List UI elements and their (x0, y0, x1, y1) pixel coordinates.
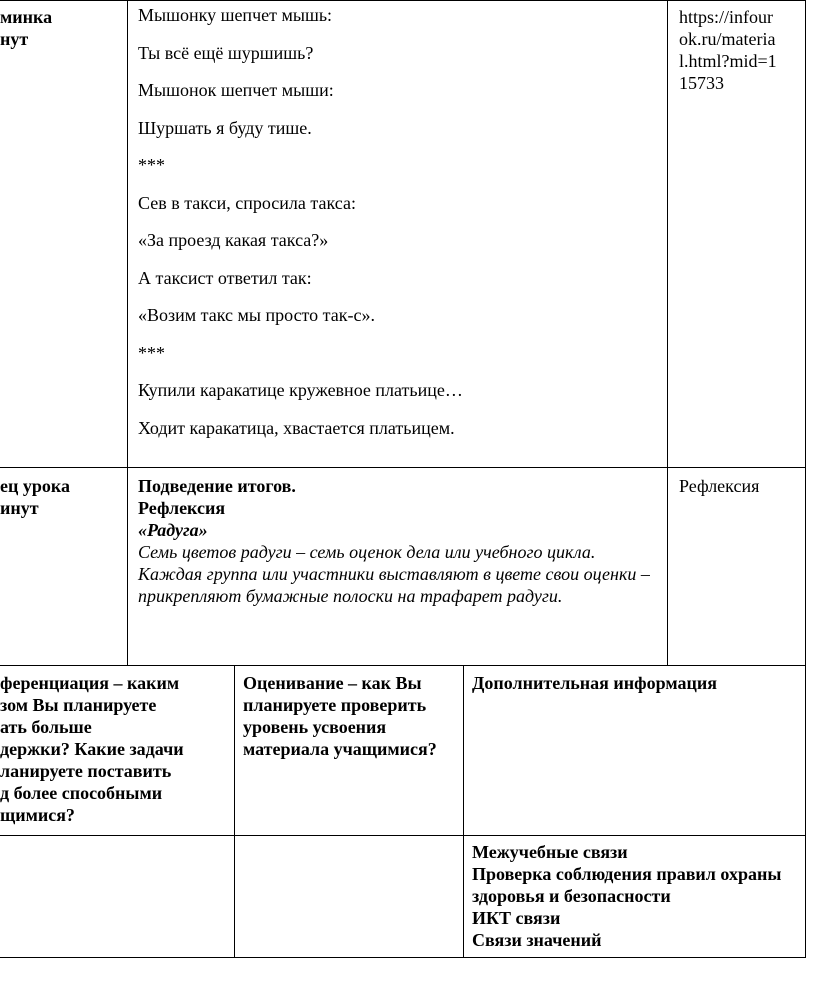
lower-table-bottom-border (0, 957, 806, 958)
verse-line: «Возим такс мы просто так-с». (138, 305, 375, 325)
differentiation-header (0, 672, 230, 826)
lower-table-col2-border (463, 665, 464, 958)
info-item: Связи значений (472, 930, 602, 950)
stage-line: ец урока (0, 476, 70, 496)
header-line: зом Вы планируете (0, 695, 157, 715)
verse-line: Ходит каракатица, хвастается платьицем. (138, 417, 455, 438)
resource-link-line: https://infour (679, 7, 773, 27)
stage-line: нут (0, 29, 29, 49)
verse-line: Шуршать я буду тише. (138, 117, 312, 138)
info-item: Проверка соблюдения правил охраны здоровья и безопасности (472, 864, 782, 906)
additional-info-header: Дополнительная информация (472, 673, 717, 693)
upper-table-top-border (0, 0, 806, 1)
assessment-header: Оценивание – как Вы планируете проверить уровень усвоения материала учащимися? (243, 673, 437, 759)
upper-table-col2-border (667, 0, 668, 665)
upper-table-right-border (805, 0, 806, 958)
verse-line: Сев в такси, спросила такса: (138, 192, 356, 213)
verse-line: Купили каракатице кружевное платьице… (138, 380, 463, 400)
method-description: Семь цветов радуги – семь оценок дела или учебного цикла. (138, 542, 596, 562)
tables-divider (0, 665, 806, 666)
verse-line: Ты всё ещё шуршишь? (138, 42, 314, 63)
header-line: держки? Какие задачи (0, 739, 184, 759)
upper-table-col1-border (127, 0, 128, 665)
info-item: Межучебные связи (472, 842, 628, 862)
resource-link-line: ok.ru/materia (679, 29, 776, 49)
verse-line: Мышонку шепчет мышь: (138, 5, 333, 25)
verse-line: Мышонок шепчет мыши: (138, 80, 334, 100)
method-description: Каждая группа или участники выставляют в цвете свои оценки – прикрепляют бумажные полоски на трафарет радуги. (138, 564, 650, 606)
header-line: д более способными (0, 783, 163, 803)
section-title: Подведение итогов. (138, 476, 296, 496)
lower-table-col1-border (234, 665, 235, 958)
separator-stars: *** (138, 155, 165, 175)
lower-row-divider (0, 835, 806, 836)
resource-link[interactable] (679, 6, 801, 94)
header-line: ать больше (0, 717, 92, 737)
verse-line: «За проезд какая такса?» (138, 230, 329, 250)
header-line: щимися? (0, 805, 75, 825)
upper-row-divider (0, 467, 806, 468)
stage-line: инут (0, 498, 39, 518)
stage-line: минка (0, 7, 53, 27)
info-item: ИКТ связи (472, 908, 561, 928)
verse-line: А таксист ответил так: (138, 267, 312, 288)
method-name: «Радуга» (138, 520, 208, 540)
resource-reflection: Рефлексия (679, 476, 760, 496)
resource-link-line: 15733 (679, 73, 724, 93)
tongue-twister-cell (138, 4, 663, 454)
stage-cell-warmup (0, 6, 124, 50)
stage-cell-end (0, 475, 124, 519)
resource-link-line: l.html?mid=1 (679, 51, 777, 71)
separator-stars: *** (138, 342, 165, 363)
reflection-cell (138, 475, 658, 607)
header-line: ференциация – каким (0, 673, 180, 693)
section-subtitle: Рефлексия (138, 498, 226, 518)
header-line: ланируете поставить (0, 761, 172, 781)
additional-info-list (472, 841, 792, 951)
